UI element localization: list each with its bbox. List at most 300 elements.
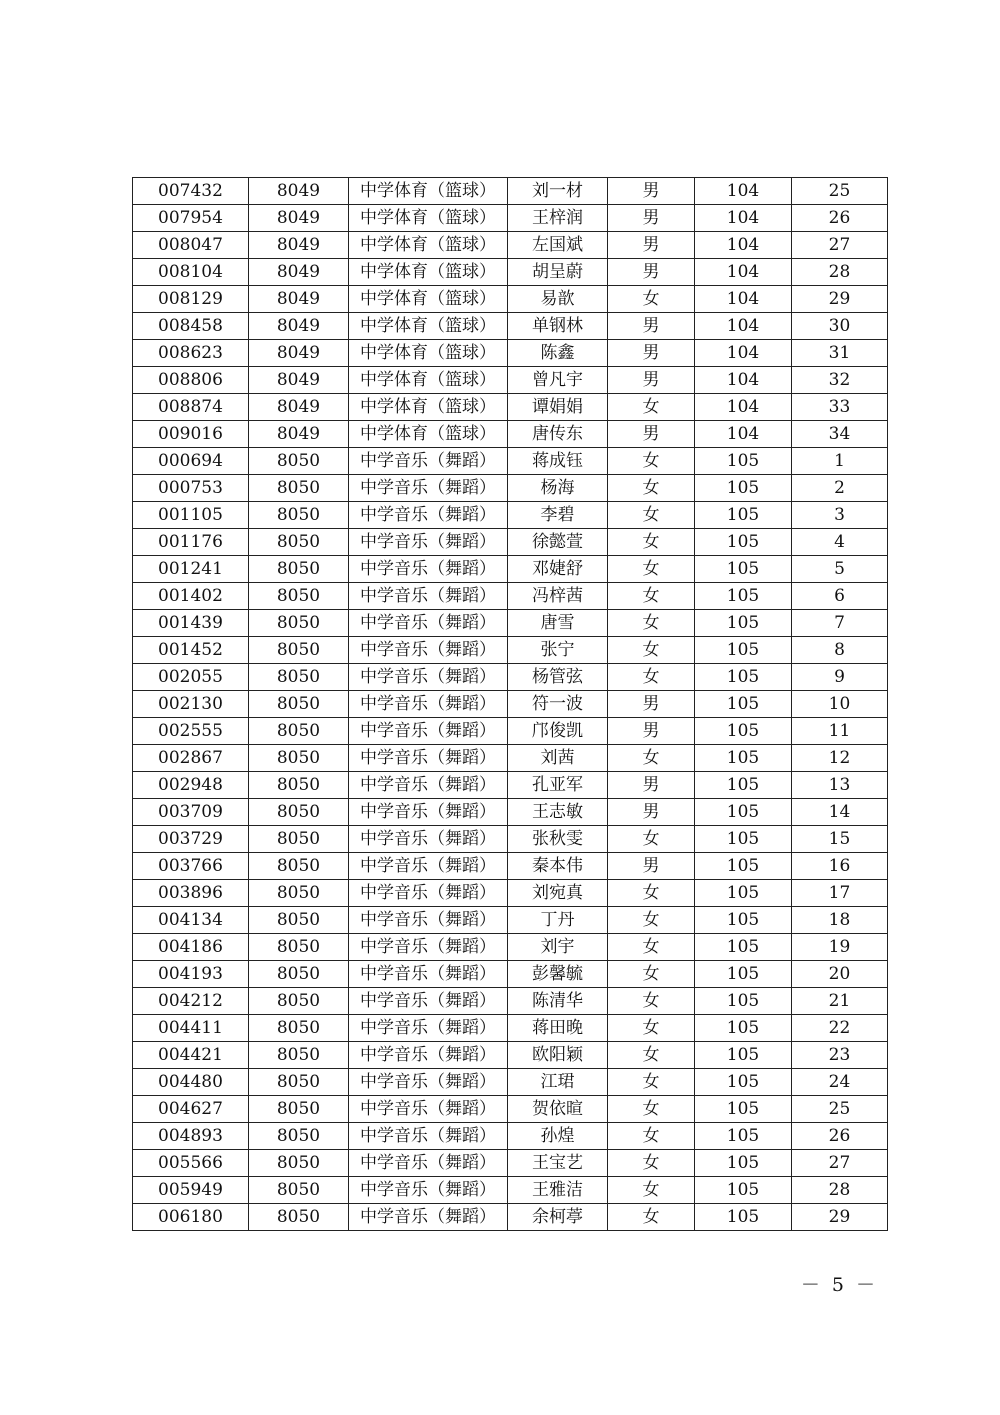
gender-cell: 女 (608, 529, 695, 556)
position-code-cell: 8050 (249, 502, 349, 529)
exam-room-cell: 105 (695, 907, 792, 934)
seat-number-cell: 1 (792, 448, 888, 475)
name-cell: 欧阳颖 (508, 1042, 608, 1069)
table-row (133, 205, 888, 232)
seat-number-cell: 8 (792, 637, 888, 664)
gender-cell: 女 (608, 1042, 695, 1069)
subject-cell: 中学音乐（舞蹈） (349, 772, 508, 799)
position-code-cell: 8050 (249, 1096, 349, 1123)
subject-cell: 中学音乐（舞蹈） (349, 664, 508, 691)
exam-id-cell: 004212 (133, 988, 249, 1015)
position-code-cell: 8050 (249, 1150, 349, 1177)
seat-number-cell: 14 (792, 799, 888, 826)
gender-cell: 男 (608, 772, 695, 799)
position-code-cell: 8050 (249, 907, 349, 934)
name-cell: 余柯葶 (508, 1204, 608, 1231)
exam-id-cell: 004480 (133, 1069, 249, 1096)
exam-room-cell: 105 (695, 799, 792, 826)
name-cell: 李碧 (508, 502, 608, 529)
position-code-cell: 8050 (249, 1123, 349, 1150)
table-row (133, 232, 888, 259)
table-row (133, 1042, 888, 1069)
seat-number-cell: 17 (792, 880, 888, 907)
subject-cell: 中学音乐（舞蹈） (349, 691, 508, 718)
exam-id-cell: 004193 (133, 961, 249, 988)
gender-cell: 男 (608, 367, 695, 394)
position-code-cell: 8050 (249, 475, 349, 502)
name-cell: 蒋田晚 (508, 1015, 608, 1042)
table-row (133, 1150, 888, 1177)
gender-cell: 女 (608, 583, 695, 610)
exam-room-cell: 105 (695, 880, 792, 907)
name-cell: 贺依暄 (508, 1096, 608, 1123)
name-cell: 王志敏 (508, 799, 608, 826)
name-cell: 冯梓茜 (508, 583, 608, 610)
seat-number-cell: 21 (792, 988, 888, 1015)
seat-number-cell: 2 (792, 475, 888, 502)
subject-cell: 中学音乐（舞蹈） (349, 1123, 508, 1150)
position-code-cell: 8050 (249, 448, 349, 475)
table-row (133, 610, 888, 637)
position-code-cell: 8049 (249, 367, 349, 394)
table-row (133, 259, 888, 286)
exam-id-cell: 001241 (133, 556, 249, 583)
gender-cell: 女 (608, 475, 695, 502)
position-code-cell: 8050 (249, 826, 349, 853)
name-cell: 丁丹 (508, 907, 608, 934)
seat-number-cell: 16 (792, 853, 888, 880)
gender-cell: 男 (608, 232, 695, 259)
position-code-cell: 8050 (249, 1015, 349, 1042)
name-cell: 单钢林 (508, 313, 608, 340)
name-cell: 刘宛真 (508, 880, 608, 907)
table-row (133, 313, 888, 340)
position-code-cell: 8049 (249, 340, 349, 367)
table-row (133, 1015, 888, 1042)
name-cell: 蒋成钰 (508, 448, 608, 475)
candidate-table-body (133, 178, 888, 1231)
seat-number-cell: 28 (792, 259, 888, 286)
exam-room-cell: 105 (695, 934, 792, 961)
exam-room-cell: 104 (695, 259, 792, 286)
exam-room-cell: 105 (695, 1042, 792, 1069)
exam-room-cell: 104 (695, 367, 792, 394)
gender-cell: 女 (608, 961, 695, 988)
table-row (133, 556, 888, 583)
position-code-cell: 8050 (249, 1042, 349, 1069)
exam-room-cell: 105 (695, 1015, 792, 1042)
table-row (133, 664, 888, 691)
exam-id-cell: 006180 (133, 1204, 249, 1231)
table-row (133, 1123, 888, 1150)
subject-cell: 中学音乐（舞蹈） (349, 1042, 508, 1069)
name-cell: 刘宇 (508, 934, 608, 961)
seat-number-cell: 26 (792, 205, 888, 232)
name-cell: 唐雪 (508, 610, 608, 637)
table-row (133, 475, 888, 502)
subject-cell: 中学音乐（舞蹈） (349, 799, 508, 826)
table-row (133, 178, 888, 205)
gender-cell: 女 (608, 286, 695, 313)
gender-cell: 男 (608, 691, 695, 718)
exam-id-cell: 008047 (133, 232, 249, 259)
name-cell: 谭娟娟 (508, 394, 608, 421)
seat-number-cell: 10 (792, 691, 888, 718)
exam-room-cell: 104 (695, 286, 792, 313)
table-row (133, 718, 888, 745)
exam-room-cell: 105 (695, 502, 792, 529)
name-cell: 陈鑫 (508, 340, 608, 367)
seat-number-cell: 33 (792, 394, 888, 421)
exam-id-cell: 003896 (133, 880, 249, 907)
seat-number-cell: 22 (792, 1015, 888, 1042)
exam-id-cell: 004627 (133, 1096, 249, 1123)
exam-id-cell: 004893 (133, 1123, 249, 1150)
exam-id-cell: 004421 (133, 1042, 249, 1069)
exam-room-cell: 104 (695, 313, 792, 340)
subject-cell: 中学音乐（舞蹈） (349, 637, 508, 664)
seat-number-cell: 18 (792, 907, 888, 934)
gender-cell: 女 (608, 826, 695, 853)
gender-cell: 男 (608, 259, 695, 286)
exam-room-cell: 105 (695, 745, 792, 772)
position-code-cell: 8050 (249, 556, 349, 583)
exam-room-cell: 105 (695, 718, 792, 745)
exam-id-cell: 002948 (133, 772, 249, 799)
table-row (133, 799, 888, 826)
position-code-cell: 8050 (249, 853, 349, 880)
subject-cell: 中学音乐（舞蹈） (349, 610, 508, 637)
exam-room-cell: 105 (695, 475, 792, 502)
subject-cell: 中学音乐（舞蹈） (349, 1177, 508, 1204)
exam-room-cell: 105 (695, 610, 792, 637)
position-code-cell: 8050 (249, 637, 349, 664)
subject-cell: 中学体育（篮球） (349, 340, 508, 367)
position-code-cell: 8049 (249, 421, 349, 448)
table-row (133, 394, 888, 421)
exam-id-cell: 007954 (133, 205, 249, 232)
gender-cell: 女 (608, 907, 695, 934)
seat-number-cell: 9 (792, 664, 888, 691)
table-row (133, 502, 888, 529)
seat-number-cell: 5 (792, 556, 888, 583)
seat-number-cell: 23 (792, 1042, 888, 1069)
position-code-cell: 8050 (249, 1177, 349, 1204)
gender-cell: 女 (608, 1069, 695, 1096)
exam-id-cell: 001439 (133, 610, 249, 637)
position-code-cell: 8050 (249, 799, 349, 826)
table-row (133, 421, 888, 448)
exam-id-cell: 003766 (133, 853, 249, 880)
subject-cell: 中学音乐（舞蹈） (349, 934, 508, 961)
name-cell: 符一波 (508, 691, 608, 718)
name-cell: 秦本伟 (508, 853, 608, 880)
page-number: － 5 － (800, 1274, 878, 1296)
position-code-cell: 8050 (249, 529, 349, 556)
candidate-table (132, 177, 888, 1231)
table-row (133, 1204, 888, 1231)
gender-cell: 女 (608, 637, 695, 664)
position-code-cell: 8050 (249, 1204, 349, 1231)
subject-cell: 中学体育（篮球） (349, 421, 508, 448)
gender-cell: 女 (608, 394, 695, 421)
exam-room-cell: 104 (695, 232, 792, 259)
seat-number-cell: 20 (792, 961, 888, 988)
table-row (133, 772, 888, 799)
subject-cell: 中学音乐（舞蹈） (349, 745, 508, 772)
exam-id-cell: 008458 (133, 313, 249, 340)
subject-cell: 中学音乐（舞蹈） (349, 826, 508, 853)
gender-cell: 女 (608, 1204, 695, 1231)
exam-room-cell: 105 (695, 988, 792, 1015)
position-code-cell: 8049 (249, 259, 349, 286)
gender-cell: 男 (608, 799, 695, 826)
exam-id-cell: 002867 (133, 745, 249, 772)
position-code-cell: 8049 (249, 205, 349, 232)
gender-cell: 男 (608, 421, 695, 448)
gender-cell: 女 (608, 610, 695, 637)
name-cell: 张宁 (508, 637, 608, 664)
name-cell: 王梓润 (508, 205, 608, 232)
table-row (133, 1069, 888, 1096)
gender-cell: 男 (608, 853, 695, 880)
name-cell: 王雅洁 (508, 1177, 608, 1204)
exam-id-cell: 004411 (133, 1015, 249, 1042)
subject-cell: 中学体育（篮球） (349, 259, 508, 286)
name-cell: 王宝艺 (508, 1150, 608, 1177)
table-row (133, 988, 888, 1015)
name-cell: 张秋雯 (508, 826, 608, 853)
gender-cell: 女 (608, 988, 695, 1015)
exam-id-cell: 001402 (133, 583, 249, 610)
subject-cell: 中学音乐（舞蹈） (349, 907, 508, 934)
position-code-cell: 8050 (249, 583, 349, 610)
exam-room-cell: 105 (695, 448, 792, 475)
table-row (133, 826, 888, 853)
seat-number-cell: 25 (792, 178, 888, 205)
name-cell: 孔亚军 (508, 772, 608, 799)
exam-room-cell: 105 (695, 826, 792, 853)
gender-cell: 女 (608, 1096, 695, 1123)
name-cell: 胡呈蔚 (508, 259, 608, 286)
table-row (133, 961, 888, 988)
exam-room-cell: 105 (695, 529, 792, 556)
exam-room-cell: 105 (695, 1204, 792, 1231)
gender-cell: 女 (608, 1123, 695, 1150)
exam-room-cell: 105 (695, 583, 792, 610)
exam-id-cell: 004186 (133, 934, 249, 961)
exam-id-cell: 003709 (133, 799, 249, 826)
exam-room-cell: 105 (695, 1069, 792, 1096)
gender-cell: 女 (608, 745, 695, 772)
exam-room-cell: 104 (695, 340, 792, 367)
seat-number-cell: 29 (792, 1204, 888, 1231)
position-code-cell: 8050 (249, 691, 349, 718)
exam-id-cell: 000694 (133, 448, 249, 475)
table-row (133, 1096, 888, 1123)
exam-id-cell: 002130 (133, 691, 249, 718)
name-cell: 邝俊凯 (508, 718, 608, 745)
seat-number-cell: 15 (792, 826, 888, 853)
subject-cell: 中学音乐（舞蹈） (349, 529, 508, 556)
position-code-cell: 8050 (249, 772, 349, 799)
exam-room-cell: 105 (695, 1150, 792, 1177)
subject-cell: 中学体育（篮球） (349, 394, 508, 421)
exam-id-cell: 004134 (133, 907, 249, 934)
table-row (133, 286, 888, 313)
seat-number-cell: 24 (792, 1069, 888, 1096)
table-row (133, 367, 888, 394)
subject-cell: 中学音乐（舞蹈） (349, 583, 508, 610)
exam-id-cell: 000753 (133, 475, 249, 502)
exam-id-cell: 008129 (133, 286, 249, 313)
position-code-cell: 8049 (249, 178, 349, 205)
position-code-cell: 8050 (249, 664, 349, 691)
position-code-cell: 8050 (249, 718, 349, 745)
subject-cell: 中学体育（篮球） (349, 367, 508, 394)
exam-id-cell: 009016 (133, 421, 249, 448)
position-code-cell: 8049 (249, 286, 349, 313)
table-row (133, 691, 888, 718)
exam-id-cell: 008874 (133, 394, 249, 421)
exam-room-cell: 105 (695, 664, 792, 691)
exam-room-cell: 105 (695, 961, 792, 988)
gender-cell: 女 (608, 1015, 695, 1042)
subject-cell: 中学体育（篮球） (349, 178, 508, 205)
table-row (133, 448, 888, 475)
gender-cell: 女 (608, 1177, 695, 1204)
gender-cell: 女 (608, 934, 695, 961)
exam-room-cell: 105 (695, 1177, 792, 1204)
seat-number-cell: 11 (792, 718, 888, 745)
position-code-cell: 8049 (249, 394, 349, 421)
subject-cell: 中学音乐（舞蹈） (349, 1096, 508, 1123)
subject-cell: 中学音乐（舞蹈） (349, 1015, 508, 1042)
exam-id-cell: 007432 (133, 178, 249, 205)
seat-number-cell: 28 (792, 1177, 888, 1204)
gender-cell: 男 (608, 718, 695, 745)
position-code-cell: 8050 (249, 745, 349, 772)
table-row (133, 583, 888, 610)
subject-cell: 中学音乐（舞蹈） (349, 475, 508, 502)
exam-id-cell: 005566 (133, 1150, 249, 1177)
position-code-cell: 8050 (249, 934, 349, 961)
gender-cell: 男 (608, 340, 695, 367)
table-row (133, 637, 888, 664)
position-code-cell: 8050 (249, 961, 349, 988)
name-cell: 杨海 (508, 475, 608, 502)
exam-room-cell: 105 (695, 556, 792, 583)
exam-id-cell: 008104 (133, 259, 249, 286)
position-code-cell: 8050 (249, 880, 349, 907)
exam-id-cell: 003729 (133, 826, 249, 853)
exam-room-cell: 104 (695, 205, 792, 232)
subject-cell: 中学音乐（舞蹈） (349, 1150, 508, 1177)
subject-cell: 中学体育（篮球） (349, 205, 508, 232)
seat-number-cell: 30 (792, 313, 888, 340)
seat-number-cell: 29 (792, 286, 888, 313)
name-cell: 江珺 (508, 1069, 608, 1096)
gender-cell: 女 (608, 1150, 695, 1177)
exam-id-cell: 002055 (133, 664, 249, 691)
exam-id-cell: 001452 (133, 637, 249, 664)
seat-number-cell: 12 (792, 745, 888, 772)
exam-id-cell: 008806 (133, 367, 249, 394)
exam-room-cell: 104 (695, 394, 792, 421)
exam-room-cell: 105 (695, 772, 792, 799)
name-cell: 杨管弦 (508, 664, 608, 691)
exam-room-cell: 105 (695, 637, 792, 664)
subject-cell: 中学体育（篮球） (349, 286, 508, 313)
exam-room-cell: 105 (695, 1096, 792, 1123)
exam-room-cell: 105 (695, 1123, 792, 1150)
subject-cell: 中学音乐（舞蹈） (349, 556, 508, 583)
table-row (133, 907, 888, 934)
exam-room-cell: 104 (695, 421, 792, 448)
position-code-cell: 8050 (249, 610, 349, 637)
seat-number-cell: 3 (792, 502, 888, 529)
name-cell: 彭馨毓 (508, 961, 608, 988)
exam-room-cell: 105 (695, 691, 792, 718)
seat-number-cell: 7 (792, 610, 888, 637)
name-cell: 徐懿萱 (508, 529, 608, 556)
gender-cell: 女 (608, 448, 695, 475)
table-row (133, 1177, 888, 1204)
exam-id-cell: 005949 (133, 1177, 249, 1204)
subject-cell: 中学音乐（舞蹈） (349, 502, 508, 529)
subject-cell: 中学音乐（舞蹈） (349, 1069, 508, 1096)
table-row (133, 880, 888, 907)
seat-number-cell: 4 (792, 529, 888, 556)
name-cell: 刘一材 (508, 178, 608, 205)
name-cell: 陈清华 (508, 988, 608, 1015)
seat-number-cell: 34 (792, 421, 888, 448)
name-cell: 邓婕舒 (508, 556, 608, 583)
name-cell: 刘茜 (508, 745, 608, 772)
position-code-cell: 8049 (249, 313, 349, 340)
seat-number-cell: 26 (792, 1123, 888, 1150)
name-cell: 左国斌 (508, 232, 608, 259)
table-row (133, 529, 888, 556)
subject-cell: 中学音乐（舞蹈） (349, 880, 508, 907)
name-cell: 易歆 (508, 286, 608, 313)
seat-number-cell: 27 (792, 232, 888, 259)
exam-id-cell: 002555 (133, 718, 249, 745)
gender-cell: 女 (608, 556, 695, 583)
table-row (133, 853, 888, 880)
position-code-cell: 8050 (249, 1069, 349, 1096)
exam-id-cell: 001176 (133, 529, 249, 556)
seat-number-cell: 6 (792, 583, 888, 610)
subject-cell: 中学音乐（舞蹈） (349, 961, 508, 988)
subject-cell: 中学体育（篮球） (349, 313, 508, 340)
name-cell: 唐传东 (508, 421, 608, 448)
seat-number-cell: 19 (792, 934, 888, 961)
gender-cell: 男 (608, 313, 695, 340)
seat-number-cell: 27 (792, 1150, 888, 1177)
position-code-cell: 8049 (249, 232, 349, 259)
exam-room-cell: 104 (695, 178, 792, 205)
seat-number-cell: 31 (792, 340, 888, 367)
gender-cell: 男 (608, 205, 695, 232)
subject-cell: 中学音乐（舞蹈） (349, 853, 508, 880)
gender-cell: 男 (608, 178, 695, 205)
seat-number-cell: 25 (792, 1096, 888, 1123)
subject-cell: 中学体育（篮球） (349, 232, 508, 259)
gender-cell: 女 (608, 664, 695, 691)
table-row (133, 934, 888, 961)
exam-id-cell: 001105 (133, 502, 249, 529)
